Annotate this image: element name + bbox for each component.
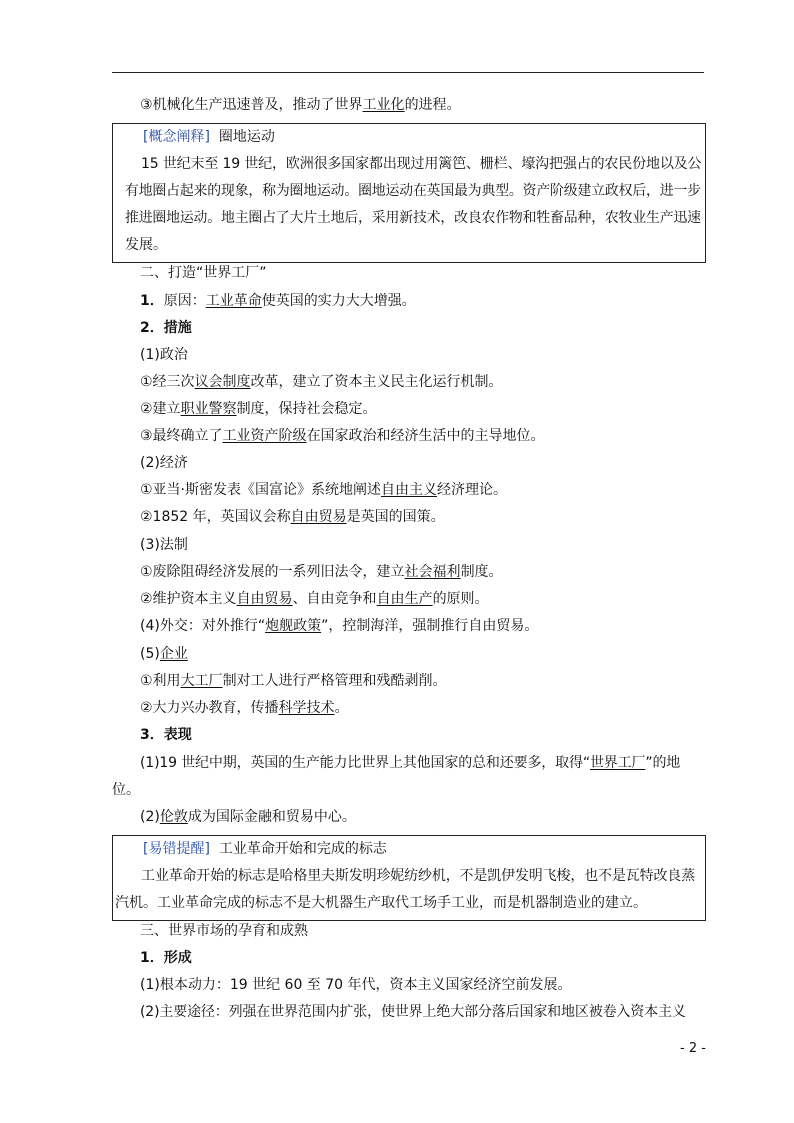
text-line: ①废除阻碍经济发展的一系列旧法令，建立社会福利制度。 [140, 564, 503, 580]
section-heading: 三、世界市场的孕育和成熟 [140, 923, 308, 939]
text-line: (1)根本动力：19 世纪 60 至 70 年代，资本主义国家经济空前发展。 [140, 977, 572, 993]
error-box-title: [易错提醒] 工业革命开始和完成的标志 [143, 841, 387, 857]
subheading: (3)法制 [140, 537, 188, 553]
concept-line: 发展。 [125, 237, 167, 253]
text-line: ②1852 年，英国议会称自由贸易是英国的国策。 [140, 509, 445, 525]
text-line: (1)19 世纪中期，英国的生产能力比世界上其他国家的总和还要多，取得“世界工厂”的地 [140, 755, 681, 771]
text-line: ②大力兴办教育，传播科学技术。 [140, 700, 349, 716]
text-line: (2)伦敦成为国际金融和贸易中心。 [140, 809, 356, 825]
concept-box-title: [概念阐释] 圈地运动 [143, 129, 275, 145]
text-line: ①利用大工厂制对工人进行严格管理和残酷剥削。 [140, 673, 447, 689]
concept-box [112, 123, 706, 263]
text-line: (2)主要途径：列强在世界范围内扩张，使世界上绝大部分落后国家和地区被卷入资本主义 [140, 1004, 686, 1020]
concept-line: 有地圈占起来的现象，称为圈地运动。圈地运动在英国最为典型。资产阶级建立政权后，进一步 [125, 183, 701, 199]
text-line: ①亚当·斯密发表《国富论》系统地阐述自由主义经济理论。 [140, 482, 507, 498]
subheading: 1．形成 [140, 950, 192, 966]
text-line: ②建立职业警察制度，保持社会稳定。 [140, 401, 377, 417]
subheading: 3．表现 [140, 727, 192, 743]
error-line: 工业革命开始的标志是哈格里夫斯发明珍妮纺纱机，不是凯伊发明飞梭，也不是瓦特改良蒸 [141, 868, 695, 884]
text-line: 位。 [112, 782, 140, 798]
section-heading: 二、打造“世界工厂” [140, 265, 267, 281]
text-line: ①经三次议会制度改革，建立了资本主义民主化运行机制。 [140, 374, 503, 390]
page-number: - 2 - [680, 1041, 706, 1056]
concept-line: 推进圈地运动。地主圈占了大片土地后，采用新技术，改良农作物和牲畜品种，农牧业生产迅速 [125, 210, 701, 226]
concept-line: 15 世纪末至 19 世纪，欧洲很多国家都出现过用篱笆、栅栏、壕沟把强占的农民份地以及公 [141, 156, 702, 172]
text-line: ③最终确立了工业资产阶级在国家政治和经济生活中的主导地位。 [140, 428, 545, 444]
header-rule [112, 72, 704, 73]
error-box [112, 835, 706, 921]
subheading: (5)企业 [140, 646, 188, 662]
text-line: ②维护资本主义自由贸易、自由竞争和自由生产的原则。 [140, 591, 489, 607]
error-line: 汽机。工业革命完成的标志不是大机器生产取代工场手工业，而是机器制造业的建立。 [115, 895, 647, 911]
text-line: ③机械化生产迅速普及，推动了世界工业化的进程。 [140, 97, 461, 113]
text-line: (4)外交：对外推行“炮舰政策”，控制海洋，强制推行自由贸易。 [140, 618, 539, 634]
subheading: 2．措施 [140, 320, 192, 336]
text-line: 1．原因：工业革命使英国的实力大大增强。 [140, 293, 416, 309]
subheading: (1)政治 [140, 347, 188, 363]
subheading: (2)经济 [140, 455, 188, 471]
